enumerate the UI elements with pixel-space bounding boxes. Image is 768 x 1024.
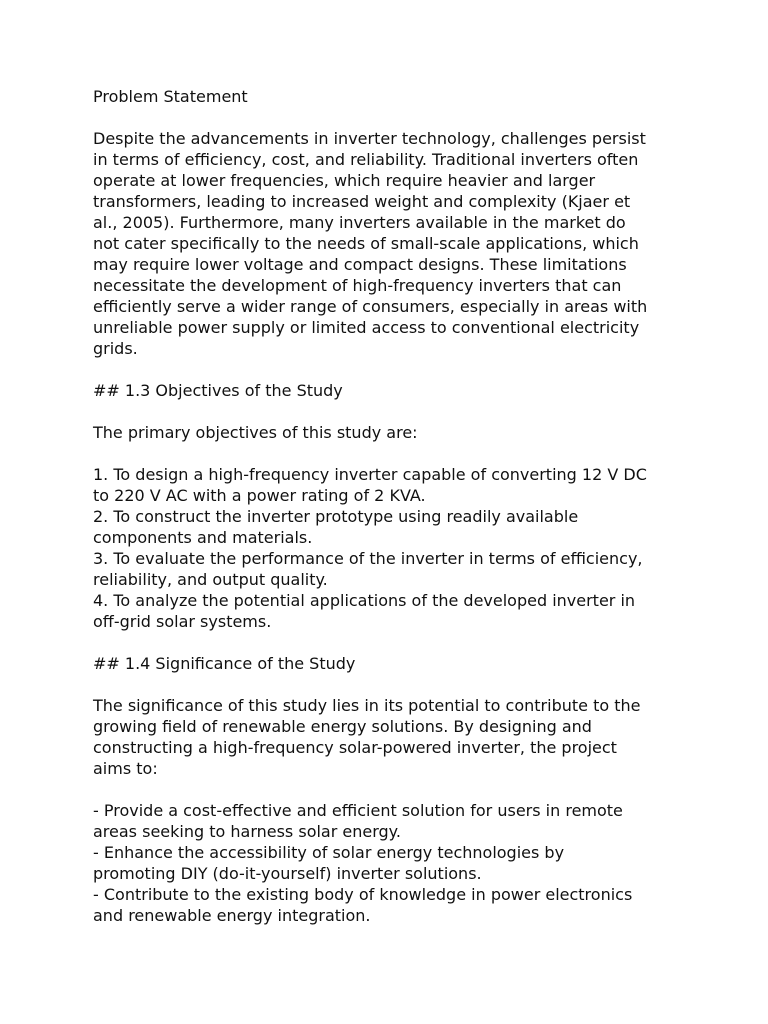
paragraph-line: grids. — [93, 339, 138, 358]
paragraph-line: efficiently serve a wider range of consumers, especially in areas with — [93, 297, 648, 316]
paragraph-line: Despite the advancements in inverter technology, challenges persist — [93, 129, 646, 148]
list-item-line: - Enhance the accessibility of solar energy technologies by — [93, 843, 565, 862]
list-item-line: components and materials. — [93, 528, 313, 547]
list-item-line: 4. To analyze the potential applications of the developed inverter in — [93, 591, 636, 610]
document-title: Problem Statement — [93, 87, 248, 106]
paragraph-line: necessitate the development of high-frequency inverters that can — [93, 276, 622, 295]
list-item-line: 3. To evaluate the performance of the inverter in terms of efficiency, — [93, 549, 643, 568]
list-item-line: 2. To construct the inverter prototype using readily available — [93, 507, 579, 526]
paragraph-line: may require lower voltage and compact designs. These limitations — [93, 255, 627, 274]
list-item-line: - Provide a cost-effective and efficient solution for users in remote — [93, 801, 623, 820]
list-item-line: areas seeking to harness solar energy. — [93, 822, 401, 841]
paragraph-line: unreliable power supply or limited access to conventional electricity — [93, 318, 640, 337]
significance-paragraph — [93, 695, 693, 779]
paragraph-line: The significance of this study lies in its potential to contribute to the — [93, 696, 641, 715]
significance-list — [93, 800, 693, 926]
paragraph-line: not cater specifically to the needs of small-scale applications, which — [93, 234, 639, 253]
objectives-heading: ## 1.3 Objectives of the Study — [93, 381, 343, 400]
paragraph-line: aims to: — [93, 759, 158, 778]
paragraph-line: growing field of renewable energy solutions. By designing and — [93, 717, 592, 736]
list-item-line: reliability, and output quality. — [93, 570, 328, 589]
list-item-line: to 220 V AC with a power rating of 2 KVA. — [93, 486, 426, 505]
list-item-line: promoting DIY (do-it-yourself) inverter solutions. — [93, 864, 482, 883]
list-item-line: and renewable energy integration. — [93, 906, 371, 925]
significance-heading: ## 1.4 Significance of the Study — [93, 654, 356, 673]
paragraph-line: constructing a high-frequency solar-powered inverter, the project — [93, 738, 617, 757]
paragraph-line: al., 2005). Furthermore, many inverters available in the market do — [93, 213, 626, 232]
paragraph-line: in terms of efficiency, cost, and reliability. Traditional inverters often — [93, 150, 639, 169]
list-item-line: - Contribute to the existing body of knowledge in power electronics — [93, 885, 633, 904]
paragraph-line: transformers, leading to increased weight and complexity (Kjaer et — [93, 192, 631, 211]
paragraph-line: operate at lower frequencies, which require heavier and larger — [93, 171, 596, 190]
objectives-list — [93, 464, 693, 632]
list-item-line: off-grid solar systems. — [93, 612, 272, 631]
list-item-line: 1. To design a high-frequency inverter capable of converting 12 V DC — [93, 465, 647, 484]
objectives-intro: The primary objectives of this study are: — [93, 423, 418, 442]
document-page — [93, 86, 693, 947]
problem-paragraph — [93, 128, 693, 359]
